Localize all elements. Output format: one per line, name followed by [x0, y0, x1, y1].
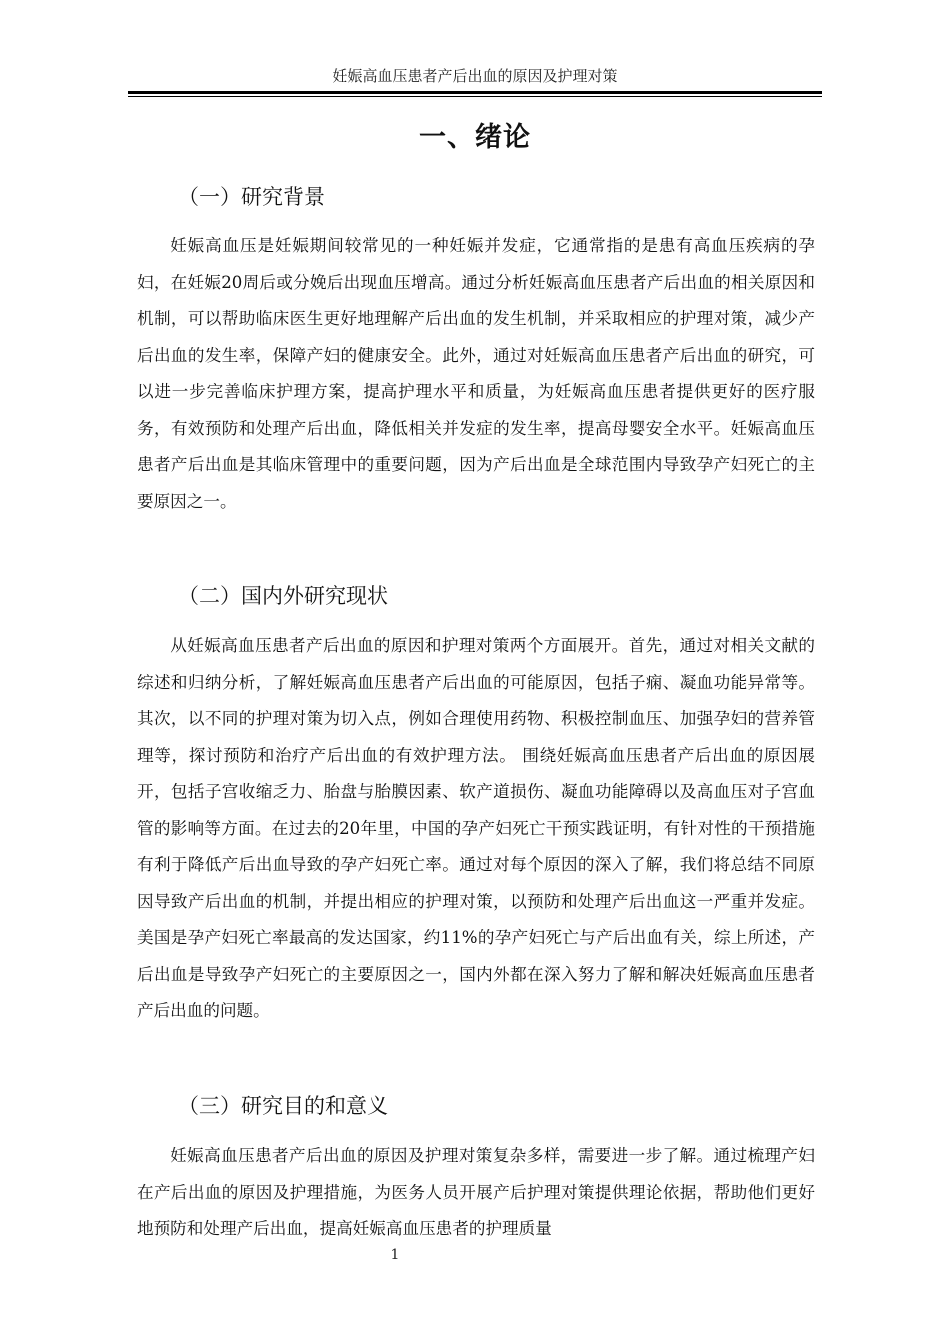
running-header: 妊娠高血压患者产后出血的原因及护理对策	[332, 67, 618, 85]
paragraph-purpose: 妊娠高血压患者产后出血的原因及护理对策复杂多样，需要进一步了解。通过梳理产妇在产后出血的原因及护理措施，为医务人员开展产后护理对策提供理论依据，帮助他们更好地预防和处理产后出血，提高妊娠高血压患者的护理质量	[137, 1146, 815, 1238]
section-heading-research-status: （二）国内外研究现状	[178, 584, 388, 608]
page-number: 1	[390, 1247, 400, 1263]
section-heading-background: （一）研究背景	[178, 185, 325, 209]
chapter-title: 一、绪论	[419, 122, 531, 153]
paragraph-research-status: 从妊娠高血压患者产后出血的原因和护理对策两个方面展开。首先，通过对相关文献的综述和归纳分析，了解妊娠高血压患者产后出血的可能原因，包括子痫、凝血功能异常等。其次，以不同的护理对策为切入点，例如合理使用药物、积极控制血压、加强孕妇的营养管理等，探讨预防和治疗产后出血的有效护理方法。 围绕妊娠高血压患者产后出血的原因展开，包括子宫收缩乏力、胎盘与胎膜因素、软产道损伤、凝血功能障碍以及高血压对子宫血管的影响等方面。在过去的20年里，中国的孕产妇死亡干预实践证明，有针对性的干预措施有利于降低产后出血导致的孕产妇死亡率。通过对每个原因的深入了解，我们将总结不同原因导致产后出血的机制，并提出相应的护理对策，以预防和处理产后出血这一严重并发症。美国是孕产妇死亡率最高的发达国家，约11%的孕产妇死亡与产后出血有关，综上所述，产后出血是导致孕产妇死亡的主要原因之一，国内外都在深入努力了解和解决妊娠高血压患者产后出血的问题。	[137, 636, 815, 1020]
header-rule-thick	[128, 91, 822, 94]
paragraph-background: 妊娠高血压是妊娠期间较常见的一种妊娠并发症，它通常指的是患有高血压疾病的孕妇，在妊娠20周后或分娩后出现血压增高。通过分析妊娠高血压患者产后出血的相关原因和机制，可以帮助临床医生更好地理解产后出血的发生机制，并采取相应的护理对策，减少产后出血的发生率，保障产妇的健康安全。此外，通过对妊娠高血压患者产后出血的研究，可以进一步完善临床护理方案，提高护理水平和质量，为妊娠高血压患者提供更好的医疗服务，有效预防和处理产后出血，降低相关并发症的发生率，提高母婴安全水平。妊娠高血压患者产后出血是其临床管理中的重要问题，因为产后出血是全球范围内导致孕产妇死亡的主要原因之一。	[137, 236, 815, 511]
section-heading-purpose: （三）研究目的和意义	[178, 1094, 388, 1118]
header-rule-thin	[128, 96, 822, 97]
